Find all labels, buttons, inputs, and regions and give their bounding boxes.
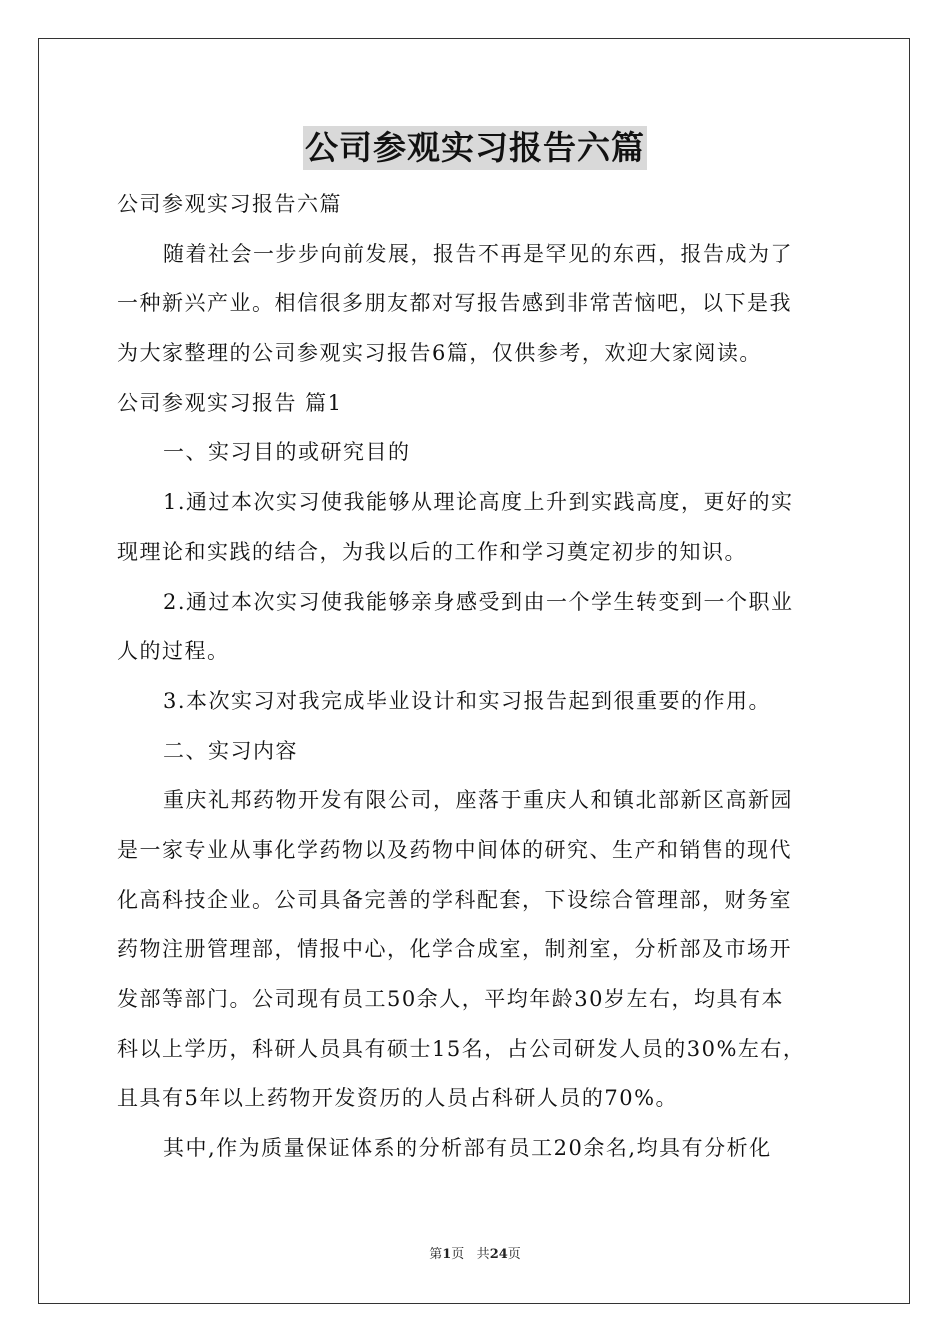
text-line: 且具有5年以上药物开发资历的人员占科研人员的70%。 (117, 1086, 679, 1111)
text-line: 药物注册管理部，情报中心，化学合成室，制剂室，分析部及市场开 (117, 937, 792, 962)
text-line: 一种新兴产业。相信很多朋友都对写报告感到非常苦恼吧，以下是我 (117, 291, 792, 316)
total-pages: 24 (489, 1247, 508, 1262)
page-label-prefix: 第 (429, 1247, 443, 1262)
page-number: 1 (442, 1247, 452, 1262)
text-line: 随着社会一步步向前发展，报告不再是罕见的东西，报告成为了 (163, 241, 793, 266)
text-line: 化高科技企业。公司具备完善的学科配套，下设综合管理部，财务室 (117, 887, 792, 912)
text-line: 二、实习内容 (163, 738, 298, 763)
text-line: 人的过程。 (117, 639, 230, 664)
text-line: 一、实习目的或研究目的 (163, 440, 411, 465)
total-label-prefix: 共 (476, 1247, 490, 1262)
text-line: 是一家专业从事化学药物以及药物中间体的研究、生产和销售的现代 (117, 837, 792, 862)
text-line: 3.本次实习对我完成毕业设计和实习报告起到很重要的作用。 (163, 688, 772, 713)
text-line: 其中,作为质量保证体系的分析部有员工20余名,均具有分析化 (163, 1136, 772, 1161)
text-line: 科以上学历，科研人员具有硕士15名，占公司研发人员的30%左右， (117, 1036, 806, 1061)
text-line: 公司参观实习报告六篇 (117, 192, 342, 216)
text-line: 公司参观实习报告 篇1 (117, 390, 343, 415)
text-line: 2.通过本次实习使我能够亲身感受到由一个学生转变到一个职业 (163, 589, 794, 614)
document-title: 公司参观实习报告六篇 (303, 126, 647, 170)
page-footer (0, 1246, 950, 1264)
text-line: 1.通过本次实习使我能够从理论高度上升到实践高度，更好的实 (163, 490, 794, 515)
text-line: 重庆礼邦药物开发有限公司，座落于重庆人和镇北部新区高新园 (163, 788, 793, 813)
document-body (117, 180, 833, 1174)
text-line: 为大家整理的公司参观实习报告6篇，仅供参考，欢迎大家阅读。 (117, 341, 762, 366)
page-label-suffix: 页 (451, 1247, 465, 1262)
total-label-suffix: 页 (507, 1247, 521, 1262)
text-line: 现理论和实践的结合，为我以后的工作和学习奠定初步的知识。 (117, 539, 747, 564)
title-container (0, 126, 950, 170)
text-line: 发部等部门。公司现有员工50余人，平均年龄30岁左右，均具有本 (117, 987, 784, 1011)
